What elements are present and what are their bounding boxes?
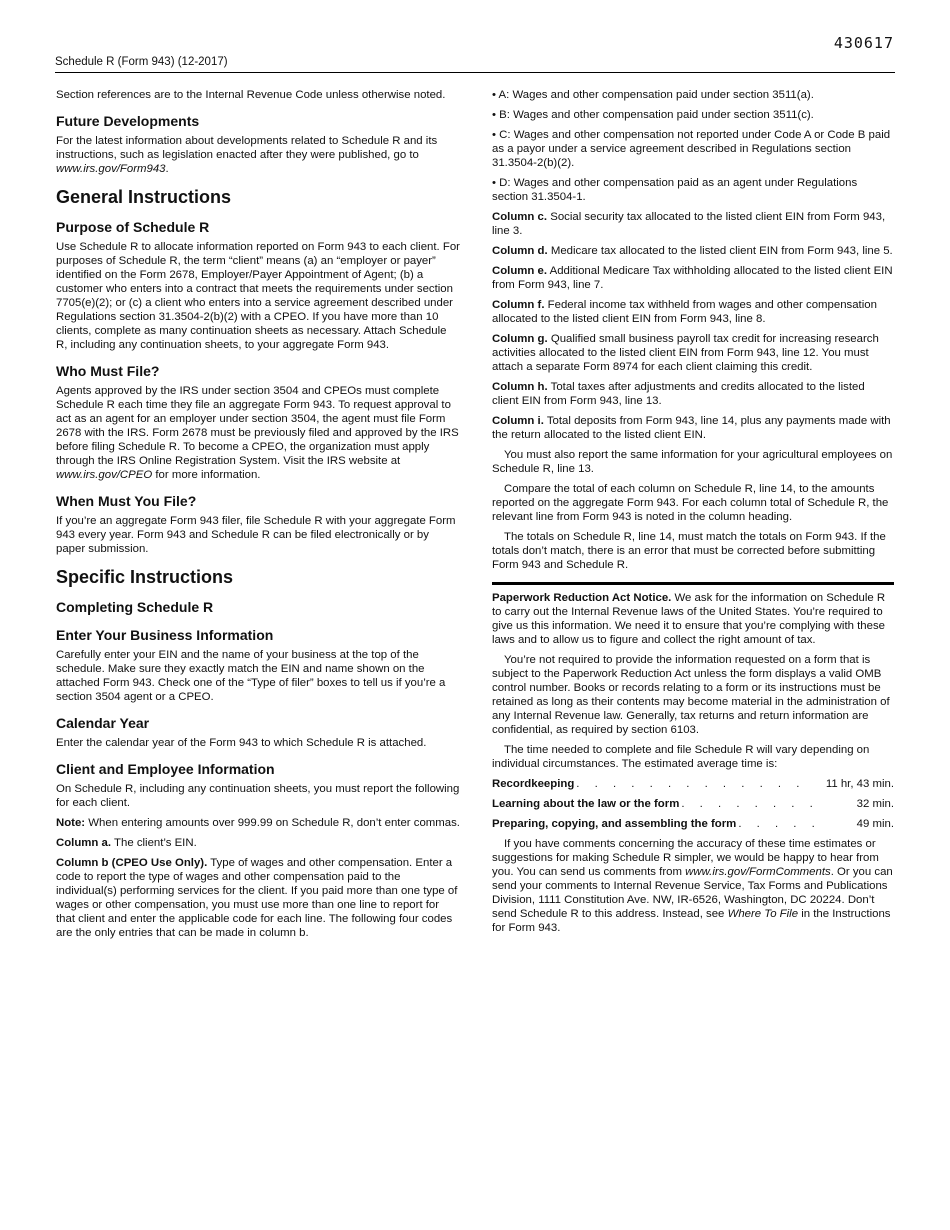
column-i-text: Column i. Total deposits from Form 943, line 14, plus any payments made with the return allocated to the listed client EIN. [492, 415, 891, 441]
completing-heading: Completing Schedule R [56, 599, 214, 615]
code-a-item: • A: Wages and other compensation paid under section 3511(a). [492, 89, 814, 101]
paperwork-notice-text: Paperwork Reduction Act Notice. We ask for the information on Schedule R to carry out the Internal Revenue laws of the United States. You’re required to give us this information. We need it to ensure that you’re complying with these laws and to allow us to figure and collect the right amount of tax. [492, 592, 886, 646]
column-b-text: Column b (CPEO Use Only). Type of wages and other compensation. Enter a code to report the type of wages and other compensation paid to the individual(s) performing services for the client. If you paid more than one type of wages or other compensation, you must use more than one line to report for that client and enter the applicable code for each line. The following four codes are the only entries that can be made in column b. [56, 857, 458, 939]
comments-text: If you have comments concerning the accuracy of these time estimates or suggestions for making Schedule R simpler, we would be happy to hear from you. You can send us comments from www.irs.gov/FormComments. Or you can send your comments to Internal Revenue Service, Tax Forms and Publications Division, 1111 Constitution Ave. NW, IR-6526, Washington, DC 20224. Don’t send Schedule R to this address. Instead, see Where To File in the Instructions for Form 943. [492, 838, 893, 934]
client-info-heading: Client and Employee Information [56, 761, 275, 777]
calendar-year-heading: Calendar Year [56, 715, 150, 731]
purpose-heading: Purpose of Schedule R [56, 219, 210, 235]
when-must-file-heading: When Must You File? [56, 493, 197, 509]
page-header: Schedule R (Form 943) (12-2017) [55, 56, 895, 73]
who-must-file-heading: Who Must File? [56, 363, 160, 379]
column-g-text: Column g. Qualified small business payroll tax credit for increasing research activities allocated to the listed client EIN from Form 943, line 12. You must attach a separate Form 8974 for each client claiming this credit. [492, 333, 879, 373]
column-d-text: Column d. Medicare tax allocated to the listed client EIN from Form 943, line 5. [492, 245, 893, 257]
code-b-item: • B: Wages and other compensation paid under section 3511(c). [492, 109, 814, 121]
column-e-text: Column e. Additional Medicare Tax withholding allocated to the listed client EIN from Form 943, line 7. [492, 265, 893, 291]
future-developments-heading: Future Developments [56, 113, 200, 129]
calendar-year-text: Enter the calendar year of the Form 943 to which Schedule R is attached. [56, 737, 427, 749]
who-must-file-text: Agents approved by the IRS under section 3504 and CPEOs must complete Schedule R each time they file an aggregate Form 943. To request approval to act as an agent for an employer under section 3504, the agent must file Form 2678 with the IRS. Form 2678 must be previously filed and approved by the IRS before filing Schedule R. To become a CPEO, the organization must apply through the IRS Online Registration System. Visit the IRS website at www.irs.gov/CPEO for more information. [56, 385, 459, 481]
cpeo-link[interactable]: www.irs.gov/CPEO [56, 469, 153, 481]
agricultural-text: You must also report the same information for your agricultural employees on Schedule R, line 13. [492, 449, 893, 475]
code-d-item: • D: Wages and other compensation paid as an agent under Regulations section 31.3504-1. [492, 177, 858, 203]
totals-text: The totals on Schedule R, line 14, must match the totals on Form 943. If the totals don’t match, there is an error that must be corrected before submitting Form 943 and Schedule R. [492, 531, 886, 571]
client-info-text: On Schedule R, including any continuation sheets, you must report the following for each client. [56, 783, 460, 809]
business-info-heading: Enter Your Business Information [56, 627, 274, 643]
column-c-text: Column c. Social security tax allocated to the listed client EIN from Form 943, line 3. [492, 211, 886, 237]
paperwork-p3: The time needed to complete and file Schedule R will vary depending on individual circumstances. The estimated average time is: [492, 744, 870, 770]
purpose-text: Use Schedule R to allocate information reported on Form 943 to each client. For purposes of Schedule R, the term “client” means (a) an “employer or payer” identified on the Form 2678, Employer/Payer Appointment of Agent; (b) a customer who enters into a contract that meets the requirements under section 7705(e)(2); or (c) a client who enters into a service agreement described under Regulations section 31.3504-2(b)(2) with a CPEO. If you have more than 10 clients, complete as many continuation sheets as necessary. Attach Schedule R, including any continuation sheets, to your aggregate Form 943. [56, 241, 460, 351]
compare-text: Compare the total of each column on Schedule R, line 14, to the amounts reported on the aggregate Form 943. For each column total of Schedule R, the relevant line from Form 943 is noted in the column heading. [492, 483, 889, 523]
note-text: Note: When entering amounts over 999.99 on Schedule R, don’t enter commas. [56, 817, 460, 829]
general-instructions-heading: General Instructions [56, 187, 232, 207]
future-developments-text: For the latest information about developments related to Schedule R and its instructions, such as legislation enacted after they were published, go to www.irs.gov/Form943. [56, 135, 438, 175]
paperwork-p2: You’re not required to provide the information requested on a form that is subject to the Paperwork Reduction Act unless the form displays a valid OMB control number. Books or records relating to a form or its instructions must be retained as long as their contents may become material in the administration of any Internal Revenue law. Generally, tax returns and return information are confidential, as required by section 6103. [492, 654, 890, 736]
when-must-file-text: If you’re an aggregate Form 943 filer, file Schedule R with your aggregate Form 943 every year. Form 943 and Schedule R can be filed electronically or by paper submission. [56, 515, 456, 555]
form-code: 430617 [833, 34, 894, 52]
column-f-text: Column f. Federal income tax withheld from wages and other compensation allocated to the listed client EIN from Form 943, line 8. [492, 299, 877, 325]
form943-link[interactable]: www.irs.gov/Form943 [56, 163, 166, 175]
code-c-item: • C: Wages and other compensation not reported under Code A or Code B paid as a payor under a service agreement described in Regulations section 31.3504-2(b)(2). [492, 129, 891, 169]
intro-text: Section references are to the Internal Revenue Code unless otherwise noted. [56, 89, 446, 101]
form-comments-link[interactable]: www.irs.gov/FormComments [685, 866, 831, 878]
business-info-text: Carefully enter your EIN and the name of your business at the top of the schedule. Make sure they exactly match the EIN and name shown on the attached Form 943. Check one of the “Type of filer” boxes to tell us if you’re a section 3504 agent or a CPEO. [56, 649, 446, 703]
section-divider [492, 582, 894, 585]
column-a-text: Column a. The client’s EIN. [56, 837, 197, 849]
time-row-preparing: Preparing, copying, and assembling the form . . . . . 49 min. [492, 818, 894, 830]
time-row-learning: Learning about the law or the form . . . . . . . . 32 min. [492, 798, 894, 810]
time-row-recordkeeping: Recordkeeping . . . . . . . . . . . . . 11 hr, 43 min. [492, 778, 894, 790]
right-column [492, 88, 894, 941]
left-column [56, 88, 460, 946]
column-h-text: Column h. Total taxes after adjustments and credits allocated to the listed client EIN from Form 943, line 13. [492, 381, 865, 407]
specific-instructions-heading: Specific Instructions [56, 567, 234, 587]
